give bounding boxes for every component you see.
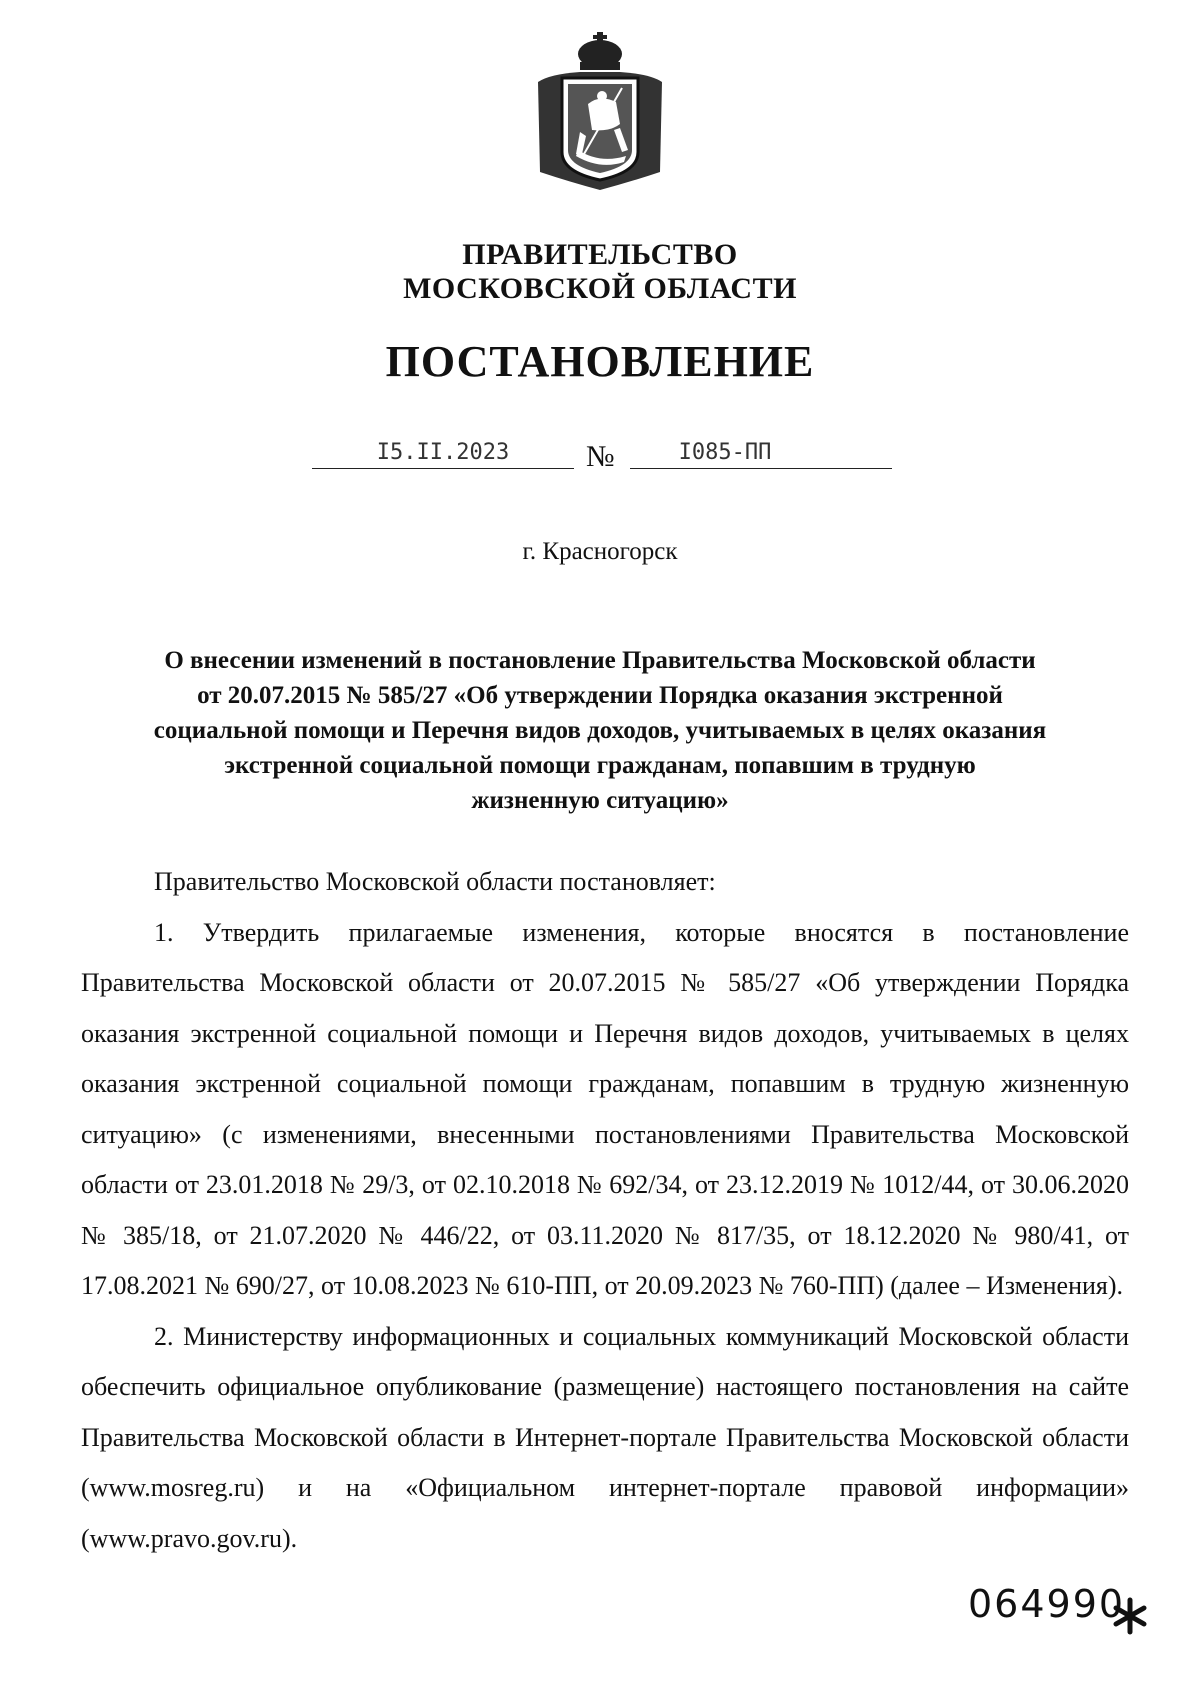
body-paragraph-1: 1. Утвердить прилагаемые изменения, которые вносятся в постановление Правительства Московской области от 20.07.2015 № 585/27 «Об утверждении Порядка оказания экстренной социальной помощи и Перечня видов доходов, учитываемых в целях оказания экстренной социальной помощи гражданам, попавшим в трудную жизненную ситуацию» (с изменениями, внесенными постановлениями Правительства Московской области от 23.01.2018 № 29/3, от 02.10.2018 № 692/34, от 23.12.2019 № 1012/44, от 30.06.2020 № 385/18, от 21.07.2020 № 446/22, от 03.11.2020 № 817/35, от 18.12.2020 № 980/41, от 17.08.2021 № 690/27, от 10.08.2023 № 610-ПП, от 20.09.2023 № 760-ПП) (далее – Изменения).: [81, 917, 1129, 1300]
organization-name-line2: МОСКОВСКОЙ ОБЛАСТИ: [403, 272, 797, 305]
title-line: жизненную ситуацию»: [471, 787, 729, 814]
serial-number: 064990: [968, 1582, 1126, 1626]
document-date: I5.II.2023: [376, 440, 510, 465]
coat-of-arms-icon: [530, 32, 670, 197]
organization-name-line1: ПРАВИТЕЛЬСТВО: [462, 238, 738, 271]
number-sign: №: [586, 440, 615, 473]
asterisk-icon: [1110, 1596, 1150, 1636]
body-paragraph-2: 2. Министерству информационных и социальных коммуникаций Московской области обеспечить официальное опубликование (размещение) настоящего постановления на сайте Правительства Московской области в Интернет-портале Правительства Московской области (www.mosreg.ru) и на «Официальном интернет-портале правовой информации» (www.pravo.gov.ru).: [81, 1321, 1129, 1553]
issue-city: г. Красногорск: [522, 538, 678, 565]
number-underline: [630, 468, 892, 469]
document-number: I085-ПП: [678, 440, 772, 465]
date-underline: [312, 468, 574, 469]
document-body: [81, 857, 1129, 1564]
title-line: социальной помощи и Перечня видов доходов, учитываемых в целях оказания: [153, 717, 1047, 744]
title-line: О внесении изменений в постановление Правительства Московской области: [164, 647, 1036, 674]
document-type-heading: ПОСТАНОВЛЕНИЕ: [385, 337, 815, 386]
title-line: экстренной социальной помощи гражданам, попавшим в трудную: [224, 752, 976, 779]
title-line: от 20.07.2015 № 585/27 «Об утверждении Порядка оказания экстренной: [197, 682, 1003, 709]
document-title: [80, 643, 1120, 818]
body-intro: Правительство Московской области постановляет:: [154, 867, 716, 896]
